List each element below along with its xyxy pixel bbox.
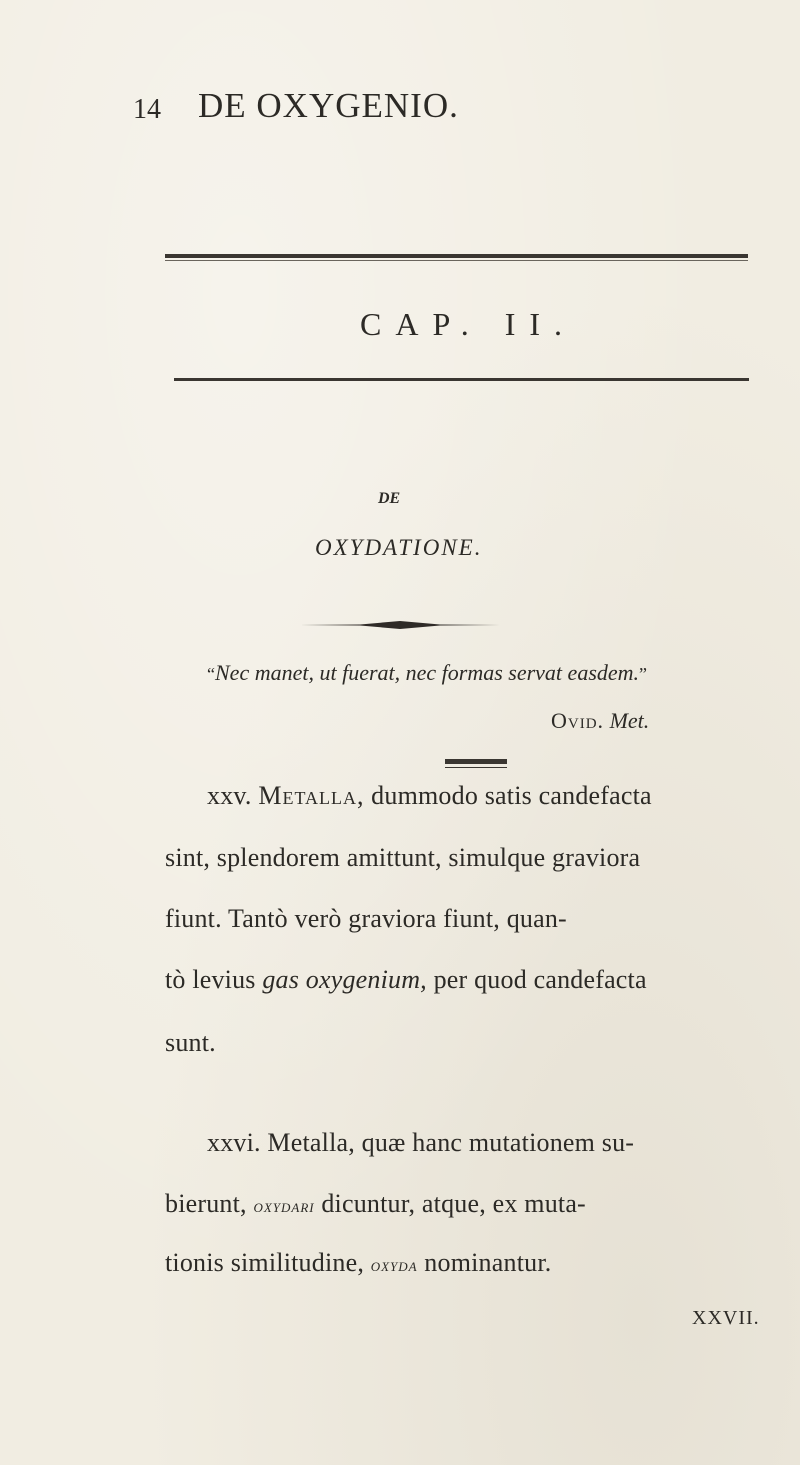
paragraph-text: tionis similitudine, (165, 1248, 371, 1277)
epigraph-close-quote: ” (639, 664, 648, 684)
paragraph-xxvi-line-3 (165, 1248, 551, 1278)
paragraph-text: per quod candefacta (426, 965, 647, 994)
paragraph-italic-term: oxyda (370, 1255, 418, 1276)
paragraph-text: tò levius (165, 965, 263, 994)
header-rule (165, 254, 748, 258)
section-title: OXYDATIONE. (315, 535, 483, 560)
epigraph-open-quote: “ (207, 664, 215, 684)
epigraph (207, 660, 647, 686)
paragraph-text: dicuntur, atque, ex muta- (314, 1189, 586, 1218)
paragraph-text: nominantur. (417, 1248, 552, 1277)
paragraph-xxv-line-5: sunt. (165, 1028, 216, 1057)
paragraph-text: bierunt, (165, 1189, 254, 1218)
paragraph-lead-word: Metalla, (258, 781, 365, 810)
section-de-label: DE (378, 490, 401, 507)
running-head: DE OXYGENIO. (198, 86, 459, 125)
paragraph-italic-term: oxydari (253, 1196, 315, 1217)
paragraph-italic-term: gas oxygenium, (262, 965, 427, 994)
epigraph-text: Nec manet, ut fuerat, nec formas servat easdem. (215, 660, 640, 685)
epigraph-attribution (551, 708, 649, 734)
paragraph-xxv-line-3: fiunt. Tantò verò graviora fiunt, quan- (165, 904, 567, 933)
paragraph-number: xxv. (207, 781, 252, 810)
catchword: XXVII. (692, 1307, 760, 1329)
paragraph-xxv-line-1 (207, 781, 652, 811)
section-divider (445, 759, 507, 764)
paragraph-xxvi-line-2 (165, 1189, 586, 1219)
ornament-rule (300, 620, 500, 630)
chapter-heading: CAP. II. (360, 306, 577, 342)
paragraph-text: dummodo satis candefacta (364, 781, 652, 810)
header-rule-thin (165, 260, 748, 261)
paragraph-xxvi-line-1: xxvi. Metalla, quæ hanc mutationem su- (207, 1128, 635, 1157)
paragraph-xxv-line-4 (165, 965, 647, 995)
epigraph-author: Ovid. (551, 708, 605, 733)
epigraph-work: Met. (609, 708, 650, 733)
chapter-rule (174, 378, 749, 381)
section-divider-thin (445, 767, 507, 768)
paragraph-xxv-line-2: sint, splendorem amittunt, simulque graviora (165, 843, 641, 872)
page-number: 14 (133, 94, 161, 125)
